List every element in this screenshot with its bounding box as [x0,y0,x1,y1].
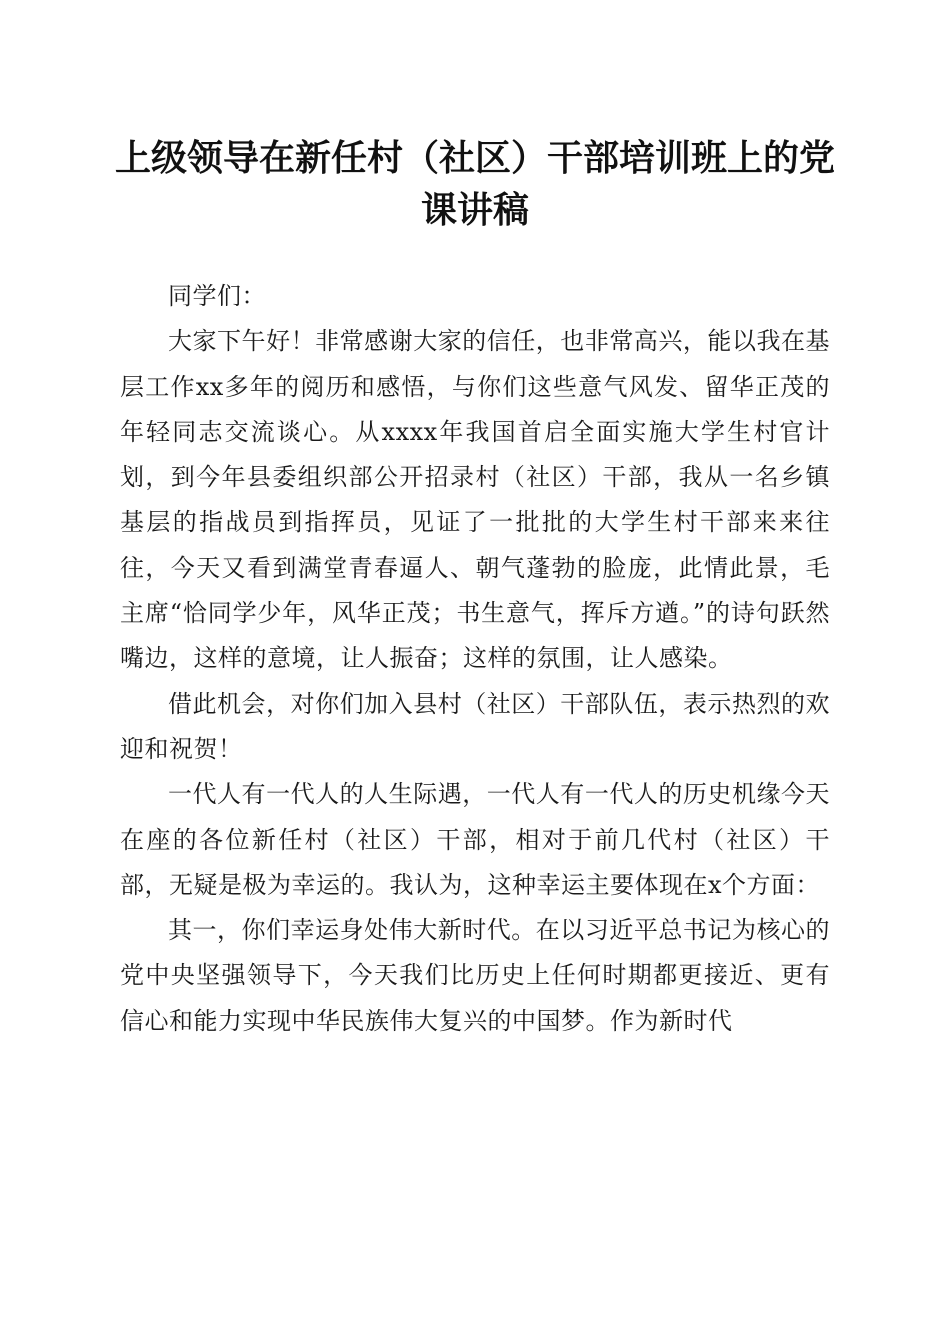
document-title: 上级领导在新任村（社区）干部培训班上的党课讲稿 [114,137,835,231]
paragraph-welcome: 借此机会，对你们加入县村（社区）干部队伍，表示热烈的欢迎和祝贺！ [120,689,830,763]
paragraph-fortune: 一代人有一代人的人生际遇，一代人有一代人的历史机缘今天在座的各位新任村（社区）干部，相对于前几代村（社区）干部，无疑是极为幸运的。我认为，这种幸运主要体现在x个方面： [120,780,830,899]
paragraph-greeting: 大家下午好！非常感谢大家的信任，也非常高兴，能以我在基层工作xx多年的阅历和感悟，与你们这些意气风发、留华正茂的年轻同志交流谈心。从xxxx年我国首启全面实施大学生村官计划，到今年县委组织部公开招录村（社区）干部，我从一名乡镇基层的指战员到指挥员，见证了一批批的大学生村干部来来往往，今天又看到满堂青春逼人、朝气蓬勃的脸庞，此情此景，毛主席“恰同学少年，风华正茂；书生意气，挥斥方遒。”的诗句跃然嘴边，这样的意境，让人振奋；这样的氛围，让人感染。 [120,327,830,673]
document-body [120,274,830,1044]
paragraph-salutation: 同学们： [168,282,266,310]
paragraph-point-one: 其一，你们幸运身处伟大新时代。在以习近平总书记为核心的党中央坚强领导下，今天我们比历史上任何时期都更接近、更有信心和能力实现中华民族伟大复兴的中国梦。作为新时代 [120,916,830,1035]
